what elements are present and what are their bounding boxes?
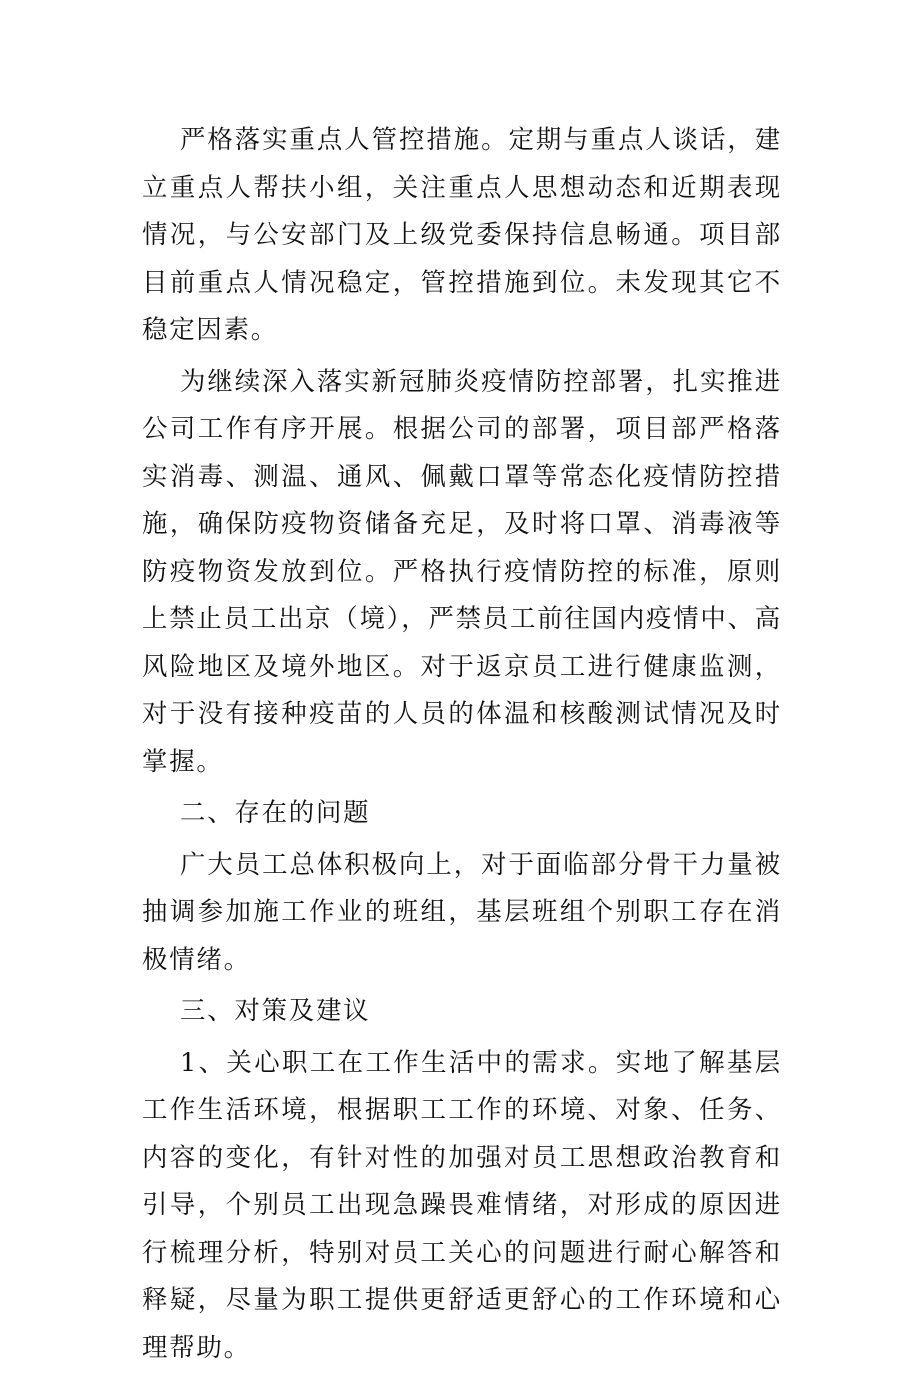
paragraph-countermeasure-1: 1、关心职工在工作生活中的需求。实地了解基层工作生活环境，根据职工工作的环境、对象、任务、内容的变化，有针对性的加强对员工思想政治教育和引导，个别员工出现急躁畏难情绪，对形成的原因进行梳理分析，特别对员工关心的问题进行耐心解答和释疑，尽量为职工提供更舒适更舒心的工作环境和心理帮助。: [142, 1046, 782, 1362]
section-heading-problems: 二、存在的问题: [180, 797, 371, 827]
document-body: [142, 116, 782, 1375]
paragraph-epidemic-prevention: 为继续深入落实新冠肺炎疫情防控部署，扎实推进公司工作有序开展。根据公司的部署，项目部严格落实消毒、测温、通风、佩戴口罩等常态化疫情防控措施，确保防疫物资储备充足，及时将口罩、消毒液等防疫物资发放到位。严格执行疫情防控的标准，原则上禁止员工出京（境），严禁员工前往国内疫情中、高风险地区及境外地区。对于返京员工进行健康监测，对于没有接种疫苗的人员的体温和核酸测试情况及时掌握。: [142, 365, 782, 776]
section-heading-countermeasures: 三、对策及建议: [180, 995, 371, 1025]
paragraph-key-personnel-control: 严格落实重点人管控措施。定期与重点人谈话，建立重点人帮扶小组，关注重点人思想动态和近期表现情况，与公安部门及上级党委保持信息畅通。项目部目前重点人情况稳定，管控措施到位。未发现其它不稳定因素。: [142, 124, 782, 344]
paragraph-problems: 广大员工总体积极向上，对于面临部分骨干力量被抽调参加施工作业的班组，基层班组个别职工存在消极情绪。: [142, 848, 782, 974]
